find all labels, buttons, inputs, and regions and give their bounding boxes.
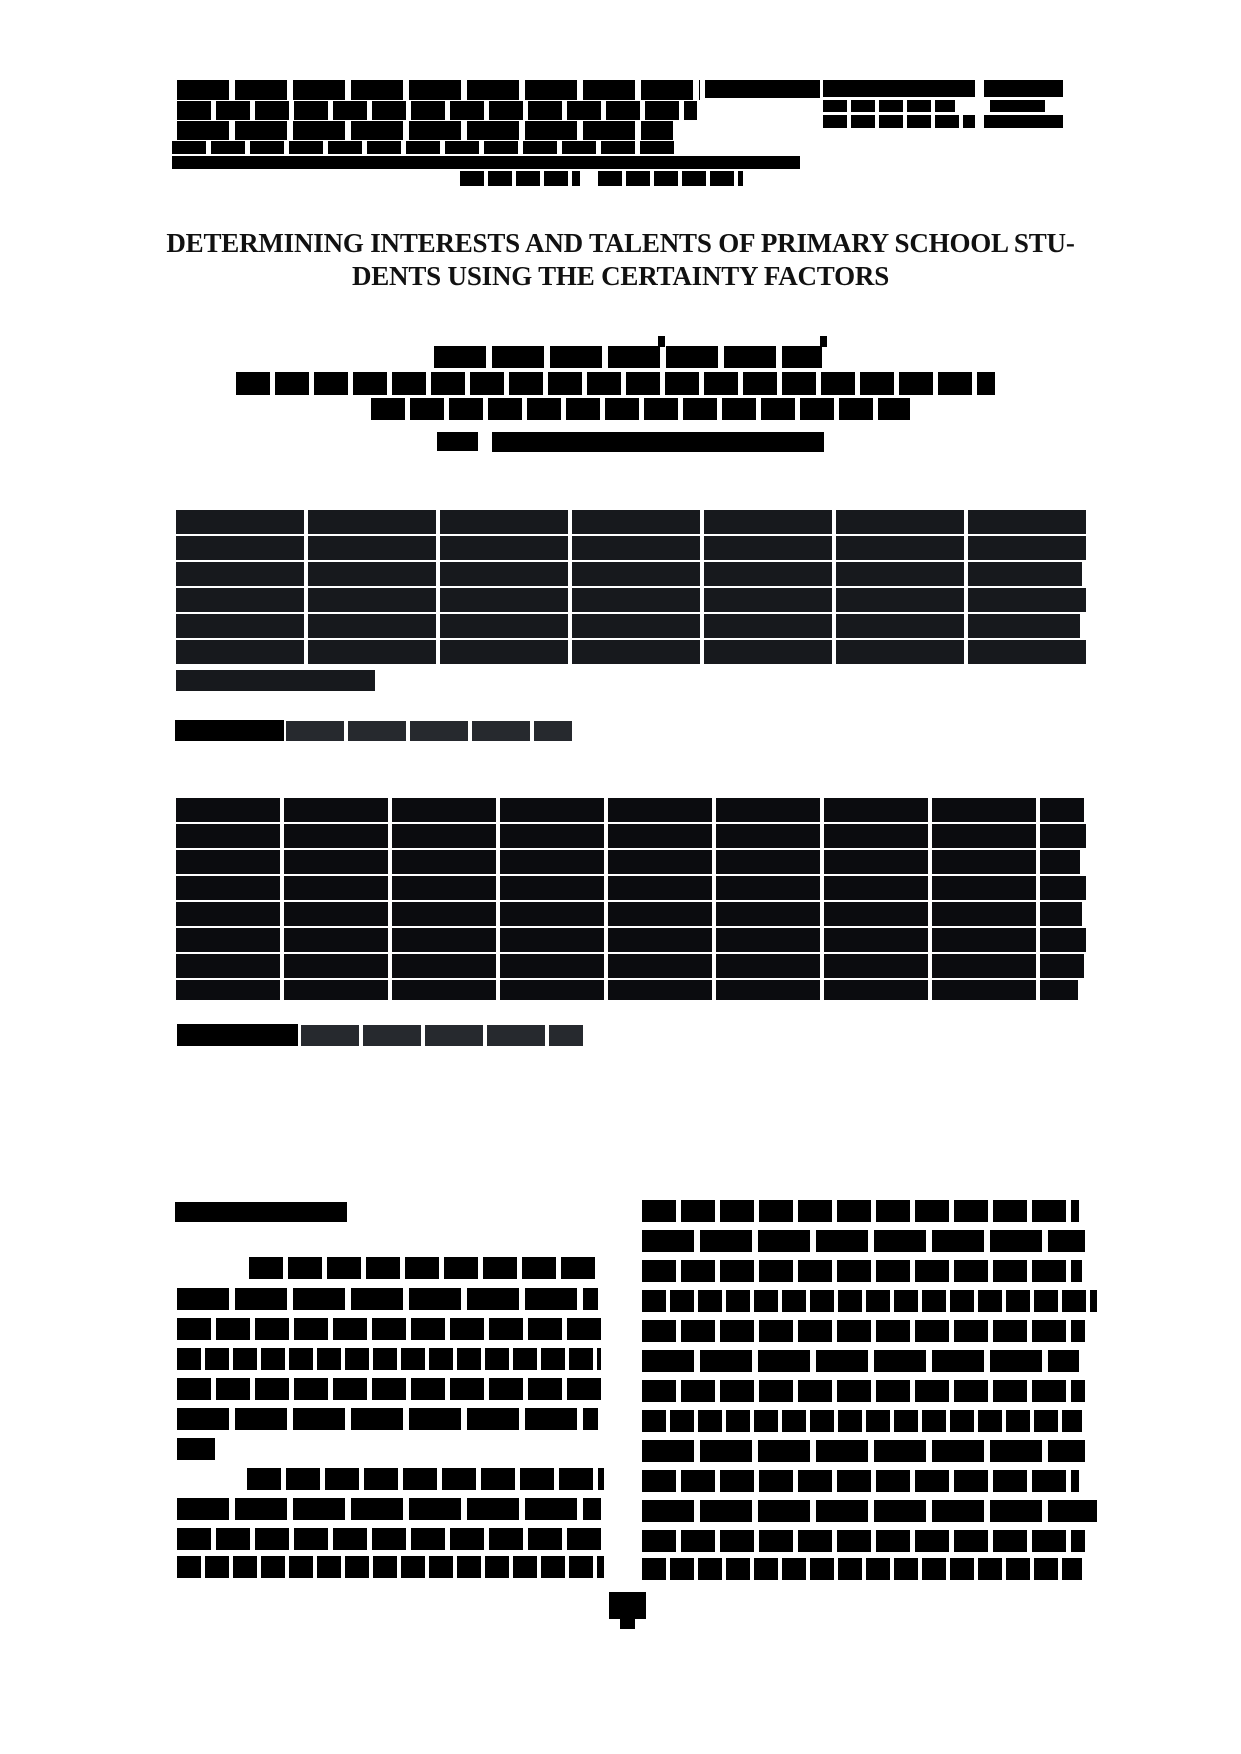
kw-en-redaction-bar <box>286 721 572 741</box>
abs-en-redaction-bar <box>176 510 275 534</box>
header-redaction-bar <box>823 100 955 112</box>
header-redaction-bar <box>172 141 677 154</box>
abs-tr-redaction-bar <box>176 980 1078 1000</box>
header-redaction-bar <box>172 156 800 169</box>
right-redaction-bar <box>642 1440 1085 1462</box>
abs-en-redaction-bar <box>176 670 375 691</box>
abs-en-redaction-bar <box>176 614 1080 638</box>
right-redaction-bar <box>642 1320 1085 1342</box>
right-redaction-bar <box>642 1200 1079 1222</box>
right-redaction-bar <box>642 1230 1085 1252</box>
left-redaction-bar <box>177 1498 601 1520</box>
header-redaction-bar <box>705 80 820 98</box>
right-redaction-bar <box>642 1530 1085 1552</box>
header-redaction-bar <box>177 101 697 120</box>
abs-en-redaction-bar <box>176 640 1086 664</box>
abs-tr-redaction-bar <box>176 798 1084 822</box>
right-redaction-bar <box>642 1350 1079 1372</box>
left-redaction-bar <box>177 1288 598 1310</box>
left-redaction-bar <box>177 1528 604 1550</box>
paper-title-line-1: DETERMINING INTERESTS AND TALENTS OF PRIMARY SCHOOL STU- <box>166 228 1075 258</box>
kw-tr-redaction-bar <box>177 1024 298 1046</box>
left-redaction-bar <box>249 1257 595 1279</box>
left-redaction-bar <box>177 1318 604 1340</box>
authors-redaction-bar <box>236 372 995 395</box>
authors-redaction-bar <box>371 398 910 420</box>
right-redaction-bar <box>642 1470 1079 1492</box>
right-redaction-bar <box>642 1410 1082 1432</box>
header-redaction-bar <box>823 115 975 128</box>
header-redaction-bar <box>598 171 743 186</box>
authors-redaction-bar <box>437 432 478 451</box>
abs-tr-redaction-bar <box>176 902 1082 926</box>
left-redaction-bar <box>177 1438 215 1460</box>
header-redaction-bar <box>177 121 673 140</box>
header-redaction-bar <box>990 100 1045 112</box>
header-redaction-bar <box>984 115 1063 128</box>
abs-tr-redaction-bar <box>176 928 1086 952</box>
abs-tr-redaction-bar <box>176 954 1084 978</box>
left-redaction-bar <box>177 1408 598 1430</box>
abs-tr-redaction-bar <box>176 876 1086 900</box>
abs-en-redaction-bar <box>176 562 1082 586</box>
header-redaction-bar <box>984 80 1063 97</box>
left-redaction-bar <box>177 1556 604 1578</box>
pagenum-redaction-bar <box>620 1619 635 1629</box>
paper-title <box>0 227 1241 293</box>
right-redaction-bar <box>642 1260 1082 1282</box>
left-redaction-bar <box>177 1378 604 1400</box>
pagenum-redaction-bar <box>609 1592 646 1619</box>
header-redaction-bar <box>823 80 975 97</box>
header-redaction-bar <box>460 171 580 186</box>
left-redaction-bar <box>175 1202 347 1222</box>
authors-redaction-bar <box>434 346 822 368</box>
left-redaction-bar <box>247 1468 604 1490</box>
abs-en-redaction-bar <box>176 510 1086 534</box>
abs-tr-redaction-bar <box>176 824 1086 848</box>
left-redaction-bar <box>177 1348 601 1370</box>
authors-redaction-bar <box>492 432 824 452</box>
abs-en-redaction-bar <box>176 536 1086 560</box>
abs-en-redaction-bar <box>176 588 1086 612</box>
right-redaction-bar <box>642 1290 1097 1312</box>
header-redaction-bar <box>177 80 700 100</box>
right-redaction-bar <box>642 1500 1097 1522</box>
abs-tr-redaction-bar <box>176 850 1080 874</box>
paper-title-line-2: DENTS USING THE CERTAINTY FACTORS <box>351 261 890 291</box>
right-redaction-bar <box>642 1380 1085 1402</box>
right-redaction-bar <box>642 1558 1082 1580</box>
kw-tr-redaction-bar <box>301 1025 583 1046</box>
kw-en-redaction-bar <box>175 720 284 741</box>
